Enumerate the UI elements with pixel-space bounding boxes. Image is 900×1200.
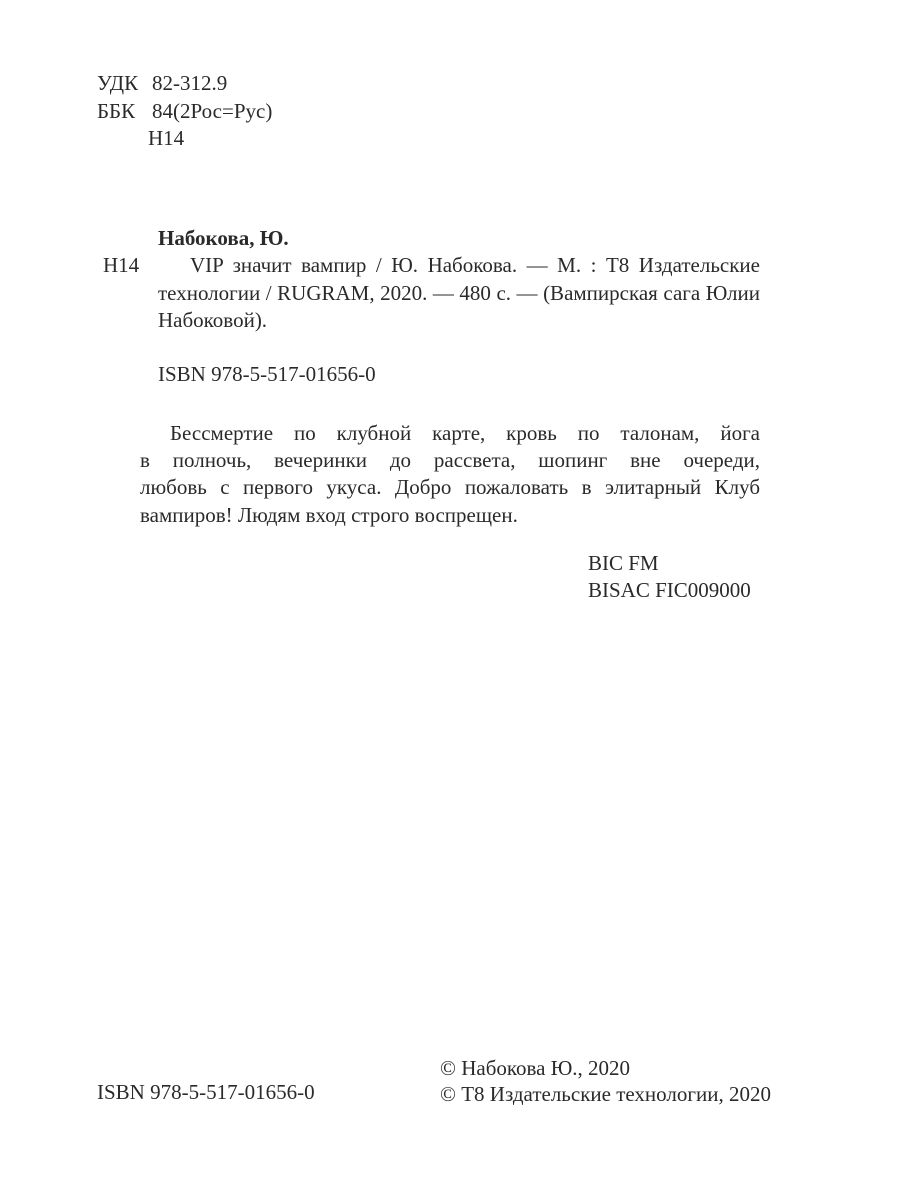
udk-label: УДК	[97, 71, 139, 95]
author-heading: Набокова, Ю.	[158, 226, 289, 250]
bbk-value: 84(2Рос=Рус)	[152, 98, 273, 123]
catalog-card	[103, 225, 763, 335]
annotation-line: любовь с первого укуса. Добро пожаловать в элитарный Клуб	[140, 475, 760, 500]
subject-codes	[588, 550, 751, 604]
bibliographic-record	[103, 252, 763, 334]
record-line: Набоковой).	[158, 308, 268, 333]
copyright-publisher: © Т8 Издательские технологии, 2020	[440, 1081, 771, 1106]
bbk-label: ББК	[97, 98, 136, 123]
record-lines	[158, 252, 760, 334]
annotation-line: в полночь, вечеринки до рассвета, шопинг вне очереди,	[140, 448, 760, 473]
udk-value: 82-312.9	[152, 71, 228, 95]
classification-block	[97, 70, 272, 153]
bic-code: BIC FM	[588, 551, 659, 575]
annotation-line: вампиров! Людям вход строго воспрещен.	[140, 502, 518, 527]
bbk-line	[97, 98, 272, 126]
isbn-line: ISBN 978-5-517-01656-0	[158, 362, 376, 386]
record-line: VIP значит вампир / Ю. Набокова. — М. : Т8 Издательские	[190, 253, 760, 278]
copyright-author: © Набокова Ю., 2020	[440, 1056, 631, 1080]
udk-line	[97, 70, 272, 98]
annotation	[140, 420, 760, 529]
bisac-code: BISAC FIC009000	[588, 578, 751, 602]
copyright-block	[440, 1056, 771, 1107]
record-line: технологии / RUGRAM, 2020. — 480 с. — (Вампирская сага Юлии	[158, 280, 760, 305]
annotation-line: Бессмертие по клубной карте, кровь по талонам, йога	[170, 421, 760, 445]
author-sign: Н14	[103, 253, 140, 278]
footer-isbn: ISBN 978-5-517-01656-0	[97, 1080, 315, 1104]
author-sign-top: Н14	[148, 126, 185, 150]
